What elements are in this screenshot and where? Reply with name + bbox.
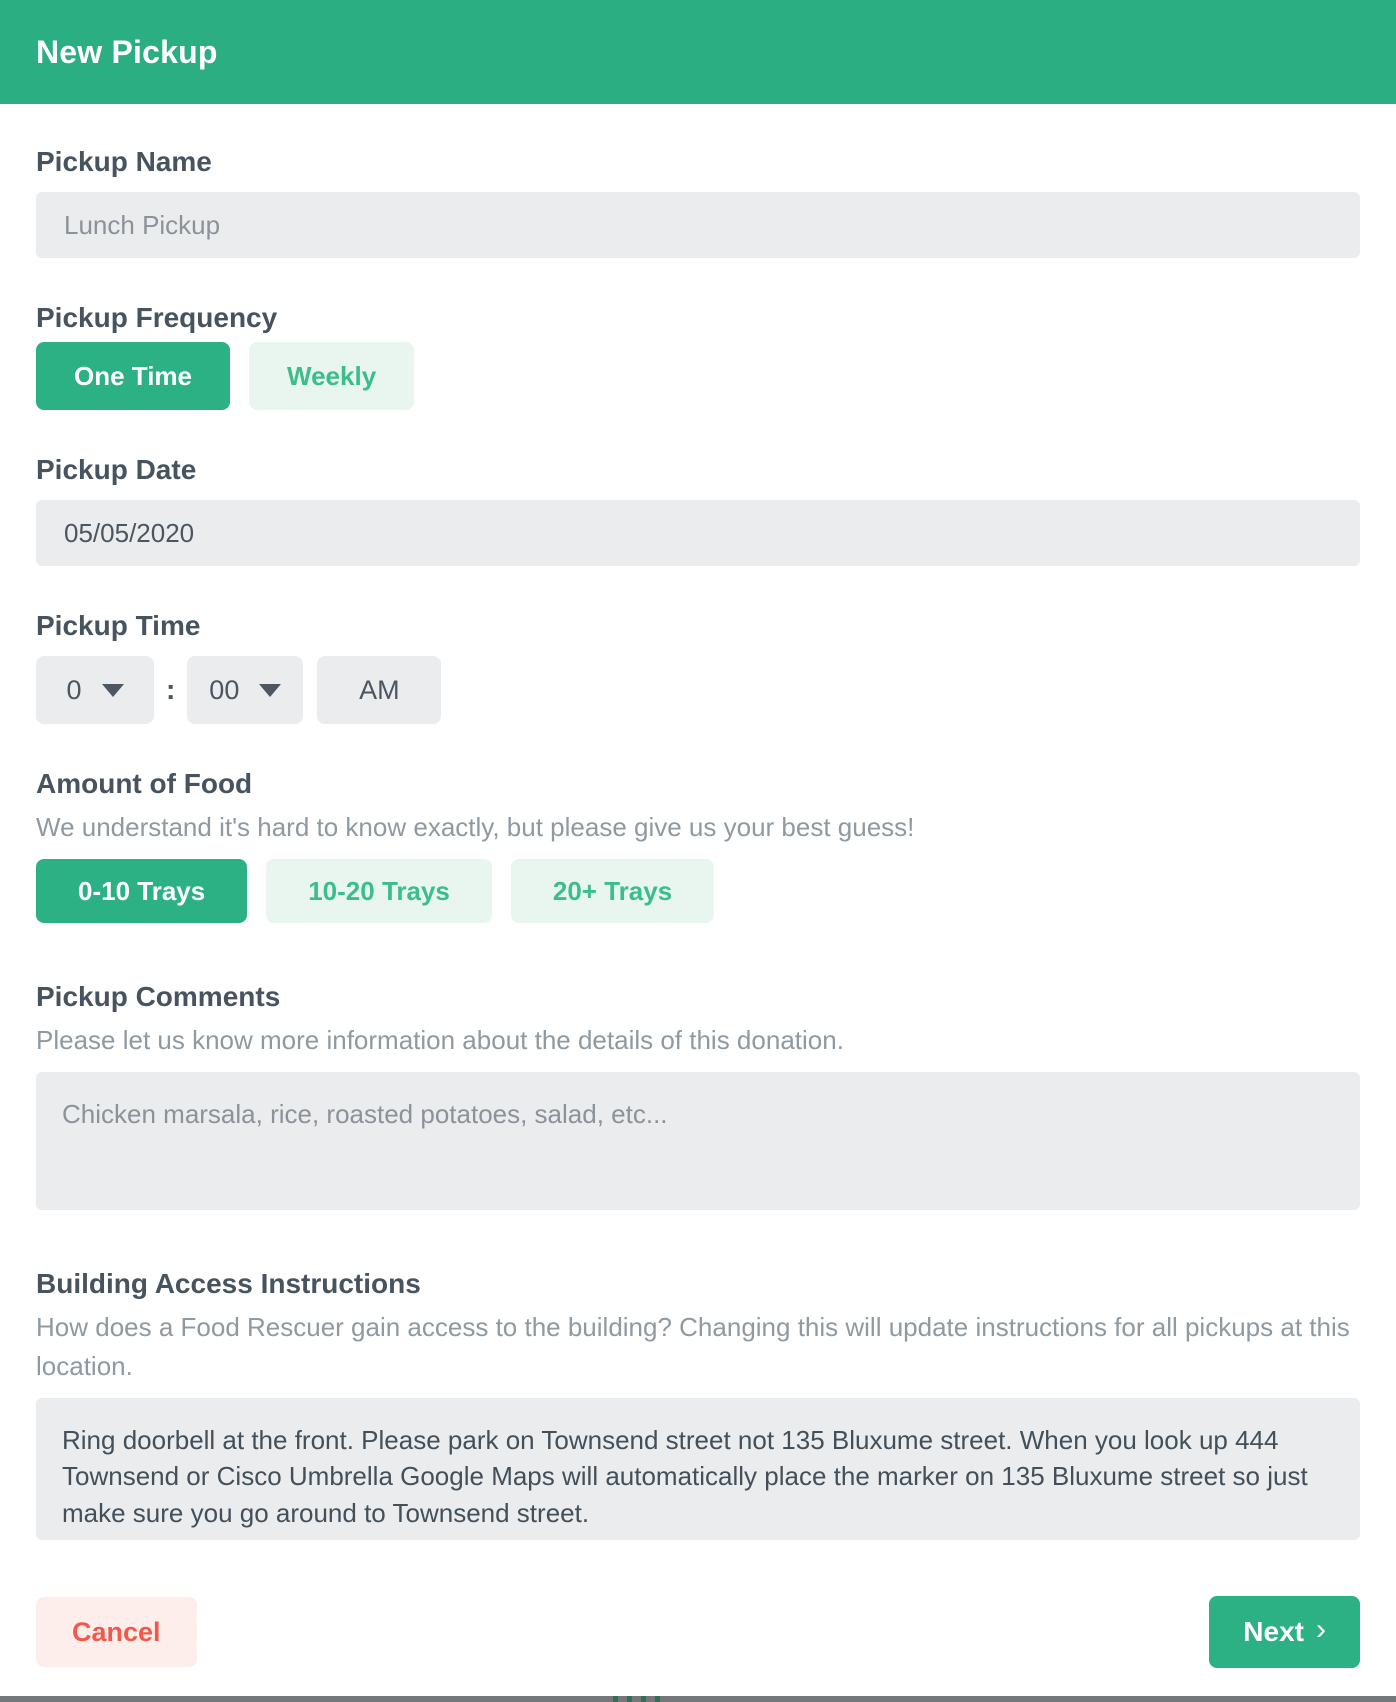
chevron-right-icon: › — [1316, 1613, 1326, 1646]
pickup-name-label: Pickup Name — [36, 146, 212, 177]
cutoff-content-mark — [613, 1696, 618, 1702]
pickup-date-label: Pickup Date — [36, 454, 197, 485]
amount-of-food-label: Amount of Food — [36, 768, 253, 799]
cutoff-content-mark — [627, 1696, 632, 1702]
next-button-label: Next — [1243, 1616, 1304, 1647]
pickup-time-label: Pickup Time — [36, 610, 201, 641]
cutoff-content-mark — [655, 1696, 660, 1702]
pickup-comments-hint: Please let us know more information about the details of this donation. — [36, 1025, 844, 1055]
pickup-time-controls — [36, 656, 1360, 724]
pickup-comments-label: Pickup Comments — [36, 981, 281, 1012]
amount-of-food-hint: We understand it's hard to know exactly, but please give us your best guess! — [36, 812, 915, 842]
cutoff-content-mark — [641, 1696, 646, 1702]
amount-of-food-toggle — [36, 859, 1360, 923]
chevron-down-icon — [102, 684, 124, 697]
page-title: New Pickup — [36, 33, 218, 70]
frequency-one-time-button[interactable]: One Time — [36, 342, 230, 410]
pickup-comments-textarea[interactable] — [36, 1072, 1360, 1210]
trays-20-plus-button[interactable]: 20+ Trays — [511, 859, 714, 923]
chevron-down-icon — [259, 684, 281, 697]
modal-header — [0, 0, 1396, 104]
building-access-textarea[interactable] — [36, 1398, 1360, 1540]
minute-select[interactable] — [187, 656, 303, 724]
meridiem-value: AM — [359, 674, 400, 705]
meridiem-toggle-button[interactable] — [317, 656, 441, 724]
pickup-frequency-toggle — [36, 342, 1360, 410]
frequency-weekly-button[interactable]: Weekly — [249, 342, 414, 410]
hour-value: 0 — [66, 674, 82, 705]
trays-0-10-button[interactable]: 0-10 Trays — [36, 859, 247, 923]
building-access-hint: How does a Food Rescuer gain access to the building? Changing this will update instructions for all pickups at this location. — [36, 1312, 1350, 1381]
time-separator: : — [166, 674, 176, 705]
hour-select[interactable] — [36, 656, 154, 724]
pickup-name-input[interactable] — [36, 192, 1360, 258]
trays-10-20-button[interactable]: 10-20 Trays — [266, 859, 492, 923]
cutoff-content-bar — [0, 1696, 1396, 1702]
minute-value: 00 — [209, 674, 240, 705]
cancel-button[interactable]: Cancel — [36, 1597, 197, 1667]
pickup-frequency-label: Pickup Frequency — [36, 302, 278, 333]
building-access-label: Building Access Instructions — [36, 1268, 421, 1299]
new-pickup-form — [0, 146, 1396, 1540]
form-footer — [0, 1596, 1396, 1668]
next-button[interactable] — [1209, 1596, 1360, 1668]
pickup-date-input[interactable] — [36, 500, 1360, 566]
